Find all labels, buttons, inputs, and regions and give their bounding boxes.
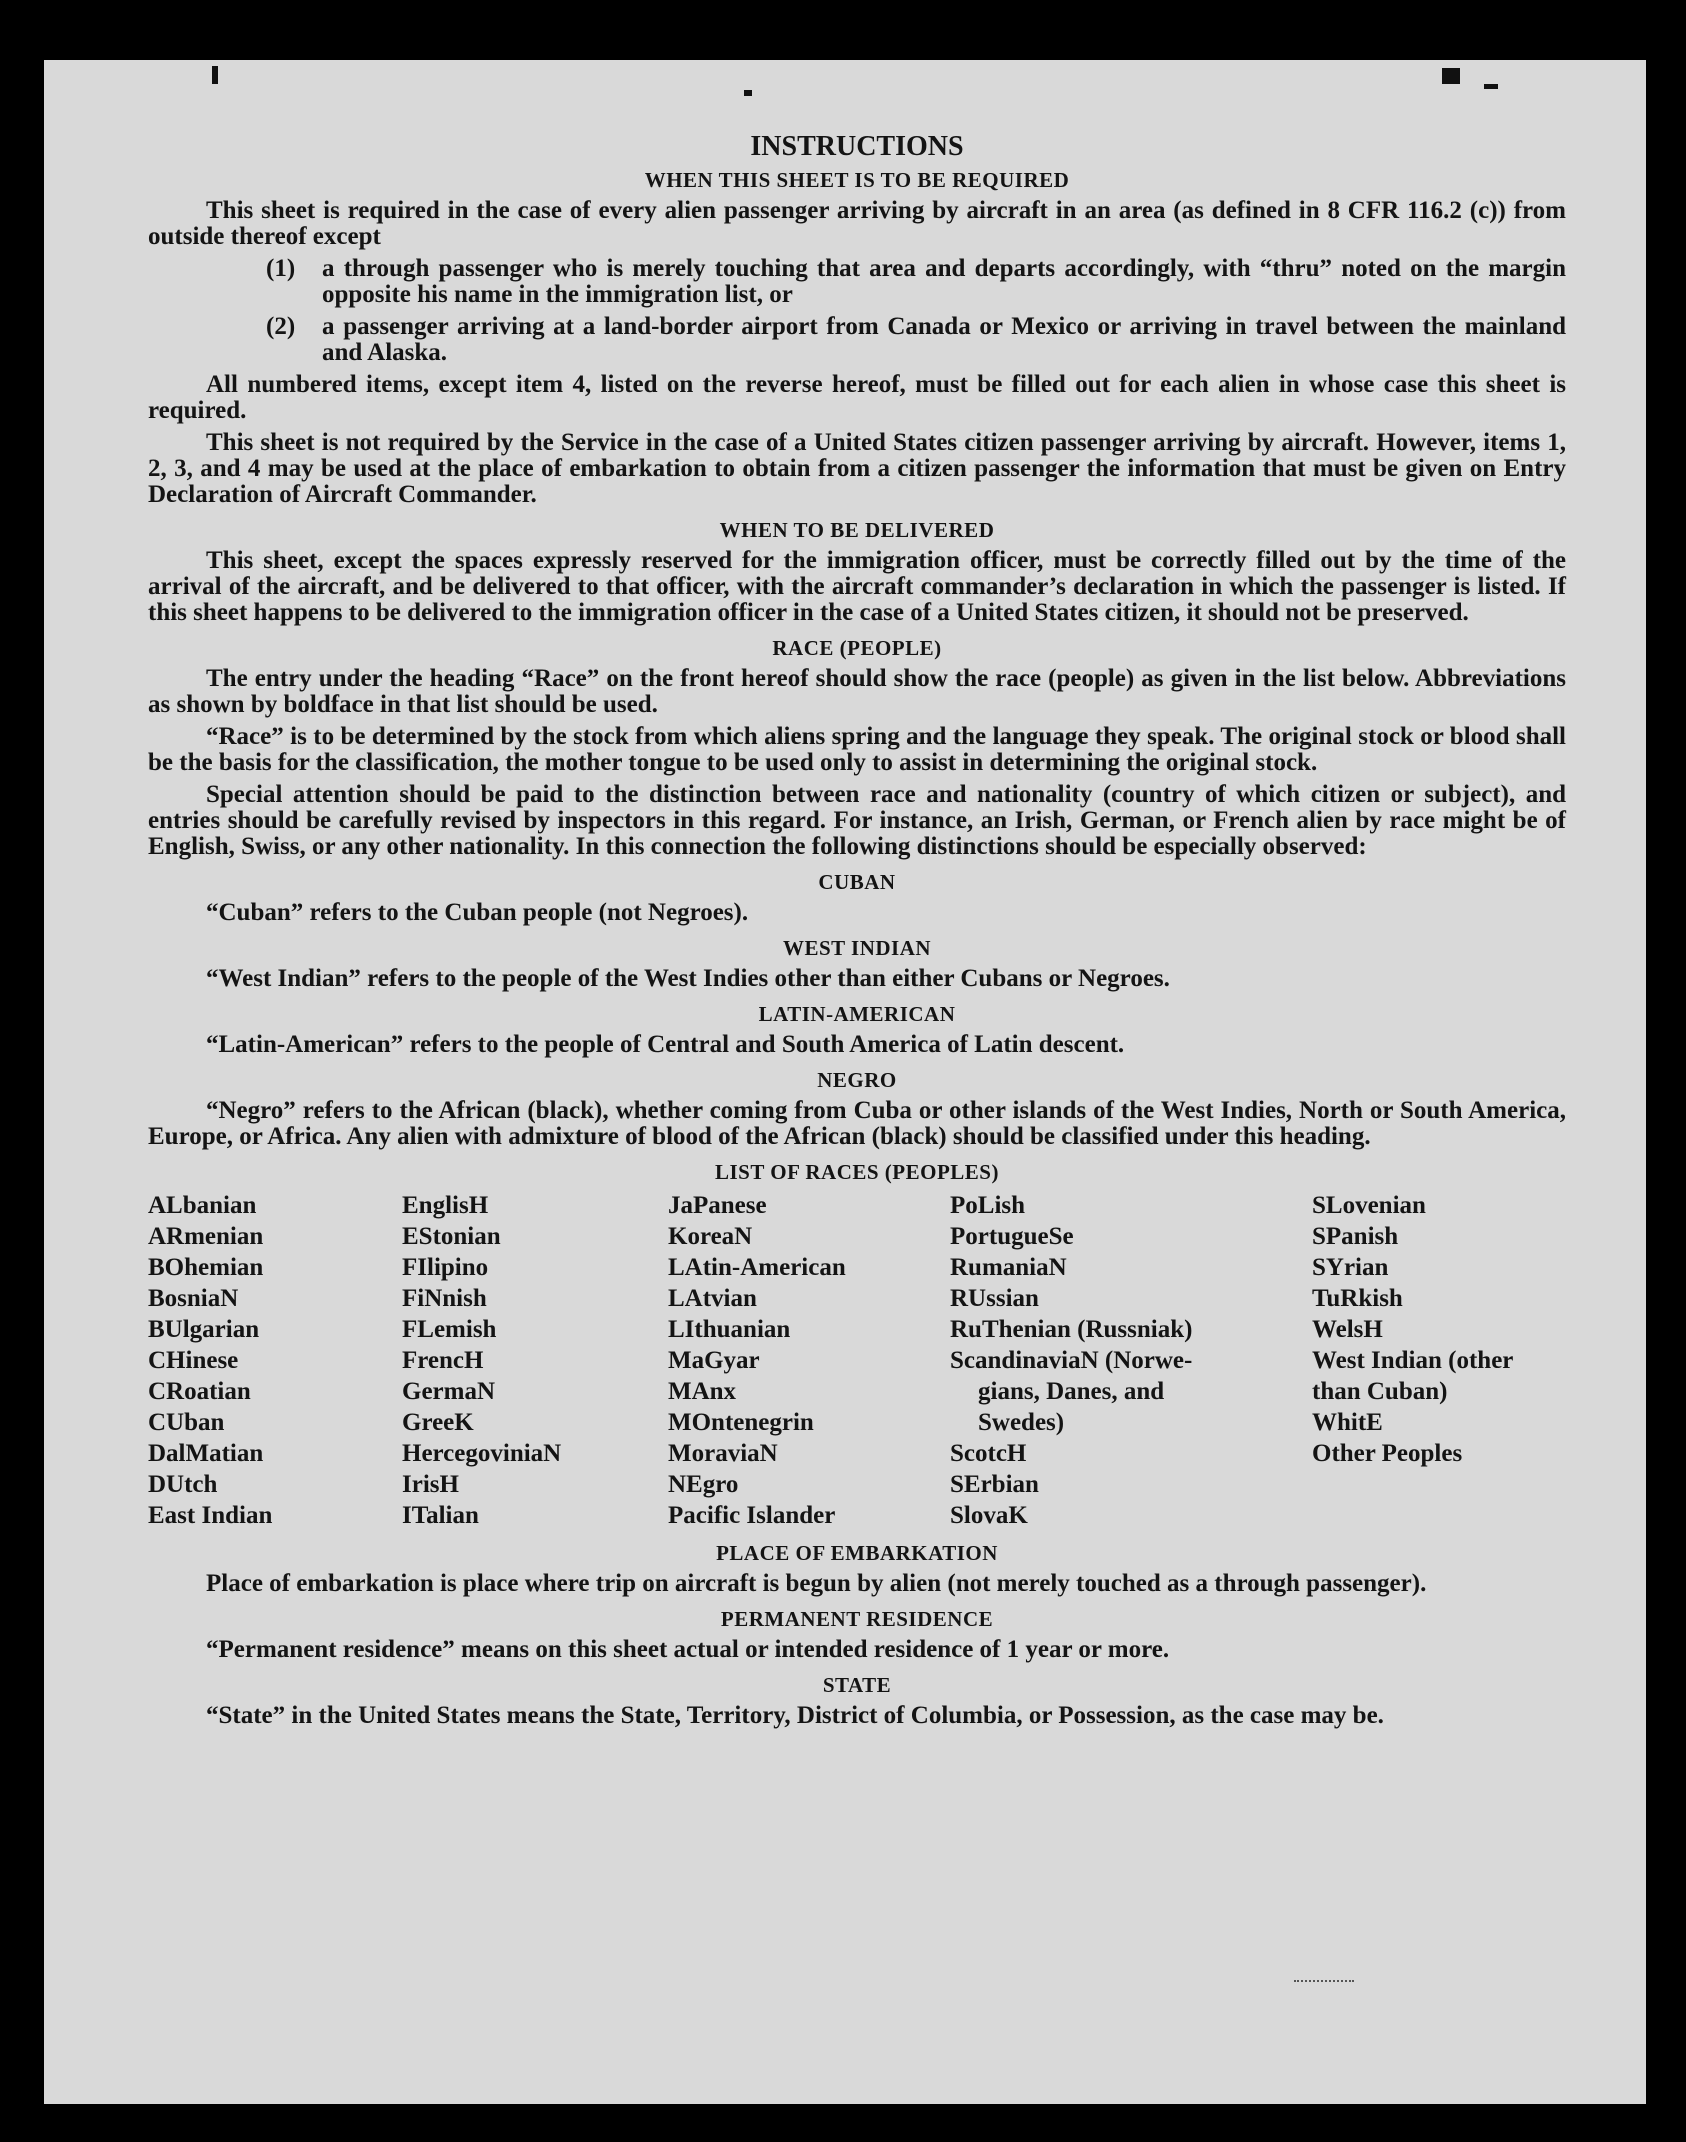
race-entry: ScandinaviaN (Norwe-	[950, 1347, 1193, 1374]
race-entry: ScotcH	[950, 1440, 1027, 1467]
race-entry: HercegoviniaN	[402, 1440, 562, 1467]
race-entry: East Indian	[148, 1502, 273, 1529]
citizen-paragraph: This sheet is not required by the Service in the case of a United States citizen passenger arriving by aircraft. However, items 1, 2, 3, and 4 may be used at the place of embarkation to obtain from a citizen passenger the information that must be given on Entry Declaration of Aircraft Commander.	[148, 429, 1566, 508]
race-entry: LAtin-American	[668, 1254, 846, 1281]
instructions-text	[148, 132, 1566, 1735]
races-column-2	[402, 1190, 668, 1531]
dotted-mark	[1294, 1980, 1354, 1982]
race-paragraph-1: The entry under the heading “Race” on the front hereof should show the race (people) as given in the list below. Abbreviations as shown by boldface in that list should be used.	[148, 665, 1566, 718]
delivered-paragraph: This sheet, except the spaces expressly reserved for the immigration officer, must be correctly filled out by the time of the arrival of the aircraft, and be delivered to that officer, with the aircraft commander’s declaration in which the passenger is listed. If this sheet happens to be delivered to the immigration officer in the case of a United States citizen, it should not be preserved.	[148, 547, 1566, 626]
races-column-3	[668, 1190, 950, 1531]
section-heading-required: WHEN THIS SHEET IS TO BE REQUIRED	[644, 168, 1070, 192]
race-entry: SlovaK	[950, 1502, 1028, 1529]
race-entry: FrencH	[402, 1347, 484, 1374]
embarkation-paragraph: Place of embarkation is place where trip on aircraft is begun by alien (not merely touched as a through passenger).	[206, 1570, 1427, 1597]
race-entry: WelsH	[1312, 1316, 1383, 1343]
race-entry: Other Peoples	[1312, 1440, 1463, 1467]
race-entry: CRoatian	[148, 1378, 251, 1405]
race-entry: EStonian	[402, 1223, 501, 1250]
numbered-items-paragraph: All numbered items, except item 4, listed on the reverse hereof, must be filled out for each alien in whose case this sheet is required.	[148, 371, 1566, 424]
race-entry: West Indian (other	[1312, 1347, 1514, 1374]
race-entry: LIthuanian	[668, 1316, 791, 1343]
item-number: (1)	[266, 255, 296, 282]
required-intro: This sheet is required in the case of every alien passenger arriving by aircraft in an area (as defined in 8 CFR 116.2 (c)) from outside thereof except	[148, 197, 1566, 250]
race-entry: FIlipino	[402, 1254, 489, 1281]
race-entry: MaGyar	[668, 1347, 760, 1374]
race-entry: Swedes)	[978, 1409, 1065, 1436]
section-heading-state: STATE	[822, 1673, 892, 1697]
race-entry: SPanish	[1312, 1223, 1399, 1250]
item-text: a passenger arriving at a land-border airport from Canada or Mexico or arriving in travel between the mainland and Alaska.	[322, 313, 1566, 366]
race-entry: LAtvian	[668, 1285, 757, 1312]
races-column-5	[1312, 1190, 1566, 1531]
race-entry: PortugueSe	[950, 1223, 1074, 1250]
race-entry: ALbanian	[148, 1192, 257, 1219]
races-list	[148, 1190, 1566, 1531]
state-paragraph: “State” in the United States means the State, Territory, District of Columbia, or Possession, as the case may be.	[206, 1702, 1384, 1729]
race-paragraph-3: Special attention should be paid to the distinction between race and nationality (country of which citizen or subject), and entries should be carefully revised by inspectors in this regard. For instance, an Irish, German, or French alien by race might be of English, Swiss, or any other nationality. In this connection the following distinctions should be especially observed:	[148, 781, 1566, 860]
race-entry: FLemish	[402, 1316, 497, 1343]
race-entry: BosniaN	[148, 1285, 239, 1312]
definition-heading-negro: NEGRO	[817, 1068, 897, 1092]
race-entry: MOntenegrin	[668, 1409, 814, 1436]
definition-heading-latin-american: LATIN-AMERICAN	[758, 1002, 956, 1026]
exception-item-1	[266, 256, 1566, 308]
race-entry: MoraviaN	[668, 1440, 778, 1467]
residence-paragraph: “Permanent residence” means on this sheet actual or intended residence of 1 year or more.	[206, 1636, 1170, 1663]
section-heading-race: RACE (PEOPLE)	[772, 636, 942, 660]
definition-text-latin-american: “Latin-American” refers to the people of Central and South America of Latin descent.	[206, 1031, 1125, 1058]
race-entry: MAnx	[668, 1378, 737, 1405]
race-entry: NEgro	[668, 1471, 739, 1498]
item-text: a through passenger who is merely touching that area and departs accordingly, with “thru” noted on the margin opposite his name in the immigration list, or	[322, 255, 1566, 308]
race-entry: BUlgarian	[148, 1316, 260, 1343]
item-number: (2)	[266, 313, 296, 340]
section-heading-residence: PERMANENT RESIDENCE	[720, 1607, 994, 1631]
race-entry: RUssian	[950, 1285, 1039, 1312]
race-entry: SErbian	[950, 1471, 1039, 1498]
race-entry: JaPanese	[668, 1192, 767, 1219]
section-heading-delivered: WHEN TO BE DELIVERED	[719, 518, 995, 542]
race-entry: SLovenian	[1312, 1192, 1426, 1219]
race-entry: EnglisH	[402, 1192, 489, 1219]
races-column-4	[950, 1190, 1312, 1531]
race-entry: BOhemian	[148, 1254, 264, 1281]
race-entry: DUtch	[148, 1471, 218, 1498]
race-entry: ARmenian	[148, 1223, 264, 1250]
definition-heading-cuban: CUBAN	[818, 870, 896, 894]
race-entry: CHinese	[148, 1347, 239, 1374]
definition-text-negro: “Negro” refers to the African (black), whether coming from Cuba or other islands of the West Indies, North or South America, Europe, or Africa. Any alien with admixture of blood of the African (black) should be classified under this heading.	[148, 1097, 1566, 1150]
race-entry: RuThenian (Russniak)	[950, 1316, 1193, 1343]
races-list-heading: LIST OF RACES (PEOPLES)	[715, 1160, 999, 1184]
races-column-1	[148, 1190, 402, 1531]
race-entry: gians, Danes, and	[978, 1378, 1165, 1405]
race-paragraph-2: “Race” is to be determined by the stock from which aliens spring and the language they speak. The original stock or blood shall be the basis for the classification, the mother tongue to be used only to assist in determining the original stock.	[148, 723, 1566, 776]
race-entry: GermaN	[402, 1378, 496, 1405]
race-entry: GreeK	[402, 1409, 474, 1436]
race-entry: CUban	[148, 1409, 225, 1436]
race-entry: than Cuban)	[1312, 1378, 1448, 1405]
race-entry: TuRkish	[1312, 1285, 1403, 1312]
race-entry: FiNnish	[402, 1285, 487, 1312]
race-entry: PoLish	[950, 1192, 1026, 1219]
exception-item-2	[266, 314, 1566, 366]
race-entry: Pacific Islander	[668, 1502, 836, 1529]
race-entry: SYrian	[1312, 1254, 1389, 1281]
race-entry: IrisH	[402, 1471, 459, 1498]
document-page	[44, 60, 1646, 2104]
section-heading-embarkation: PLACE OF EMBARKATION	[716, 1541, 998, 1565]
definition-heading-west-indian: WEST INDIAN	[782, 936, 932, 960]
race-entry: DalMatian	[148, 1440, 264, 1467]
race-entry: ITalian	[402, 1502, 479, 1529]
race-entry: WhitE	[1312, 1409, 1383, 1436]
race-entry: KoreaN	[668, 1223, 753, 1250]
definition-text-west-indian: “West Indian” refers to the people of the West Indies other than either Cubans or Negroes.	[206, 965, 1170, 992]
race-entry: RumaniaN	[950, 1254, 1067, 1281]
page-title: INSTRUCTIONS	[750, 131, 964, 162]
definition-text-cuban: “Cuban” refers to the Cuban people (not Negroes).	[206, 899, 749, 926]
